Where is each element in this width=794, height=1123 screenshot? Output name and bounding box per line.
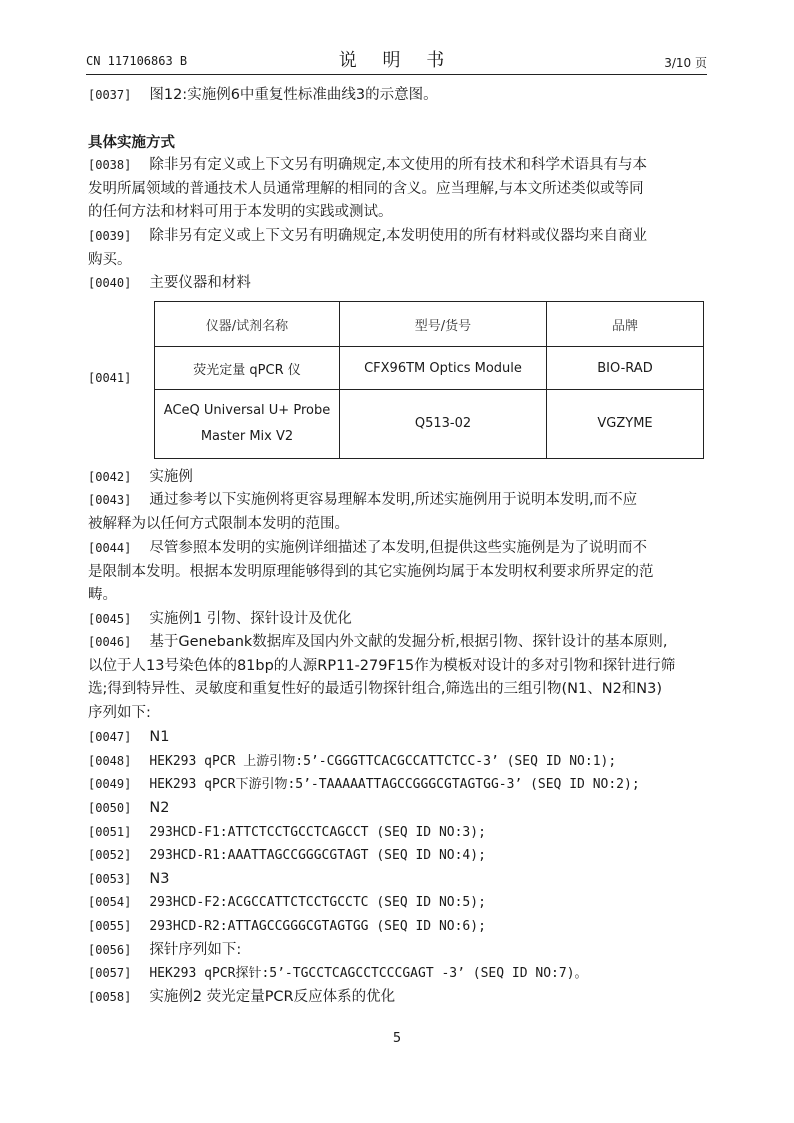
- table-cell: Q513-02: [340, 390, 547, 459]
- paragraph: [88, 750, 708, 774]
- table-cell: 荧光定量 qPCR 仪: [155, 347, 340, 390]
- paragraph-text: 实施例2 荧光定量PCR反应体系的优化: [149, 989, 396, 1005]
- paragraph: [88, 773, 708, 797]
- paragraph-text: 发明所属领域的普通技术人员通常理解的相同的含义。应当理解,与本文所述类似或等同: [88, 180, 644, 197]
- paragraph-text: 除非另有定义或上下文另有明确规定,本发明使用的所有材料或仪器均来自商业: [149, 228, 647, 244]
- paragraph-text: 293HCD-F1:ATTCTCCTGCCTCAGCCT (SEQ ID NO:3);: [149, 825, 486, 840]
- paragraph-number: [0038]: [88, 158, 132, 172]
- paragraph: [88, 489, 708, 536]
- table-cell: CFX96TM Optics Module: [340, 347, 547, 390]
- paragraph-text: 实施例: [149, 469, 193, 485]
- paragraph-number: [0052]: [88, 848, 132, 862]
- paragraph-number: [0051]: [88, 825, 132, 839]
- paragraph-number: [0040]: [88, 276, 132, 290]
- paragraph-text: 通过参考以下实施例将更容易理解本发明,所述实施例用于说明本发明,而不应: [149, 492, 638, 508]
- table-row: [155, 390, 704, 459]
- paragraph: [88, 272, 708, 296]
- table-row: [155, 347, 704, 390]
- table-header: 品牌: [547, 302, 704, 347]
- table-cell: VGZYME: [547, 390, 704, 459]
- paragraph: [88, 797, 708, 821]
- paragraph-text: 畴。: [88, 587, 117, 603]
- table-cell: BIO-RAD: [547, 347, 704, 390]
- document-title: 说 明 书: [338, 50, 455, 71]
- instrument-table: [154, 301, 704, 459]
- paragraph-text: 选;得到特异性、灵敏度和重复性好的最适引物探针组合,筛选出的三组引物(N1、N2和N3): [88, 681, 663, 697]
- paragraph: [88, 84, 708, 108]
- paragraph-text: 实施例1 引物、探针设计及优化: [149, 611, 352, 627]
- paragraph: [88, 939, 708, 963]
- paragraph: [88, 986, 708, 1010]
- paragraph: [88, 631, 708, 725]
- page-header: [86, 44, 707, 74]
- paragraph: [88, 821, 708, 845]
- paragraph-text: HEK293 qPCR 上游引物:5’-CGGGTTCACGCCATTCTCC-3’ (SEQ ID NO:1);: [149, 754, 617, 769]
- paragraph-text: N2: [149, 800, 170, 816]
- paragraph: [88, 844, 708, 868]
- paragraph: [88, 537, 708, 608]
- patent-number: CN 117106863 B: [86, 54, 188, 68]
- paragraph-number: [0054]: [88, 895, 132, 909]
- page-indicator: 3/10 页: [664, 56, 707, 70]
- paragraph-number: [0049]: [88, 777, 132, 791]
- paragraph-text: 购买。: [88, 251, 132, 268]
- paragraph-number: [0048]: [88, 754, 132, 768]
- paragraph-text: 图12:实施例6中重复性标准曲线3的示意图。: [149, 87, 438, 103]
- paragraph-number: [0045]: [88, 612, 132, 626]
- paragraph: [88, 225, 708, 272]
- page-number: 5: [392, 1031, 402, 1046]
- paragraph-text: 的任何方法和材料可用于本发明的实践或测试。: [88, 204, 393, 220]
- paragraph-number: [0039]: [88, 229, 132, 243]
- paragraph-text: 尽管参照本发明的实施例详细描述了本发明,但提供这些实施例是为了说明而不: [149, 540, 647, 556]
- paragraph-text: 293HCD-F2:ACGCCATTCTCCTGCCTC (SEQ ID NO:5);: [149, 895, 486, 910]
- paragraph-text: HEK293 qPCR下游引物:5’-TAAAAATTAGCCGGGCGTAGTGG-3’ (SEQ ID NO:2);: [149, 777, 640, 792]
- paragraph-number: [0055]: [88, 919, 132, 933]
- paragraph-number: [0056]: [88, 943, 132, 957]
- paragraph-text: 除非另有定义或上下文另有明确规定,本文使用的所有技术和科学术语具有与本: [149, 157, 647, 173]
- paragraph: [88, 154, 708, 225]
- paragraph-number: [0044]: [88, 541, 132, 555]
- paragraph-number: [0050]: [88, 801, 132, 815]
- paragraph-text: 以位于人13号染色体的81bp的人源RP11-279F15作为模板对设计的多对引物和探针进行筛: [88, 657, 676, 674]
- paragraph-text: 基于Genebank数据库及国内外文献的发掘分析,根据引物、探针设计的基本原则,: [149, 634, 668, 650]
- paragraph-number: [0058]: [88, 990, 132, 1004]
- paragraph-number: [0047]: [88, 730, 132, 744]
- table-cell: ACeQ Universal U+ Probe Master Mix V2: [155, 390, 340, 459]
- paragraph-text: N3: [149, 871, 170, 887]
- paragraph-text: 主要仪器和材料: [149, 275, 251, 291]
- paragraph-text: 被解释为以任何方式限制本发明的范围。: [88, 515, 349, 532]
- paragraph-number: [0046]: [88, 635, 132, 649]
- paragraph: [88, 726, 708, 750]
- paragraph-text: 序列如下:: [88, 704, 151, 721]
- paragraph-text: 293HCD-R1:AAATTAGCCGGGCGTAGT (SEQ ID NO:4);: [149, 848, 486, 863]
- paragraph-number: [0042]: [88, 470, 132, 484]
- paragraph-text: N1: [149, 729, 170, 745]
- paragraph: [88, 915, 708, 939]
- paragraph-number: [0053]: [88, 872, 132, 886]
- header-divider: [86, 74, 707, 75]
- paragraph-number: [0057]: [88, 966, 132, 980]
- paragraph-number: [0043]: [88, 493, 132, 507]
- paragraph-text: 探针序列如下:: [149, 942, 242, 958]
- paragraph-number: [0041]: [88, 371, 132, 385]
- paragraph-number: [0037]: [88, 88, 132, 102]
- section-title: 具体实施方式: [88, 135, 175, 151]
- paragraph: [88, 962, 708, 986]
- table-header: 型号/货号: [340, 302, 547, 347]
- paragraph: [88, 608, 708, 632]
- table-header: 仪器/试剂名称: [155, 302, 340, 347]
- paragraph-text: 293HCD-R2:ATTAGCCGGGCGTAGTGG (SEQ ID NO:6);: [149, 919, 486, 934]
- paragraph: [88, 891, 708, 915]
- paragraph: [88, 868, 708, 892]
- paragraph: [88, 466, 708, 490]
- paragraph-text: HEK293 qPCR探针:5’-TGCCTCAGCCTCCCGAGT -3’ (SEQ ID NO:7)。: [149, 966, 588, 981]
- paragraph-text: 是限制本发明。根据本发明原理能够得到的其它实施例均属于本发明权利要求所界定的范: [88, 563, 654, 580]
